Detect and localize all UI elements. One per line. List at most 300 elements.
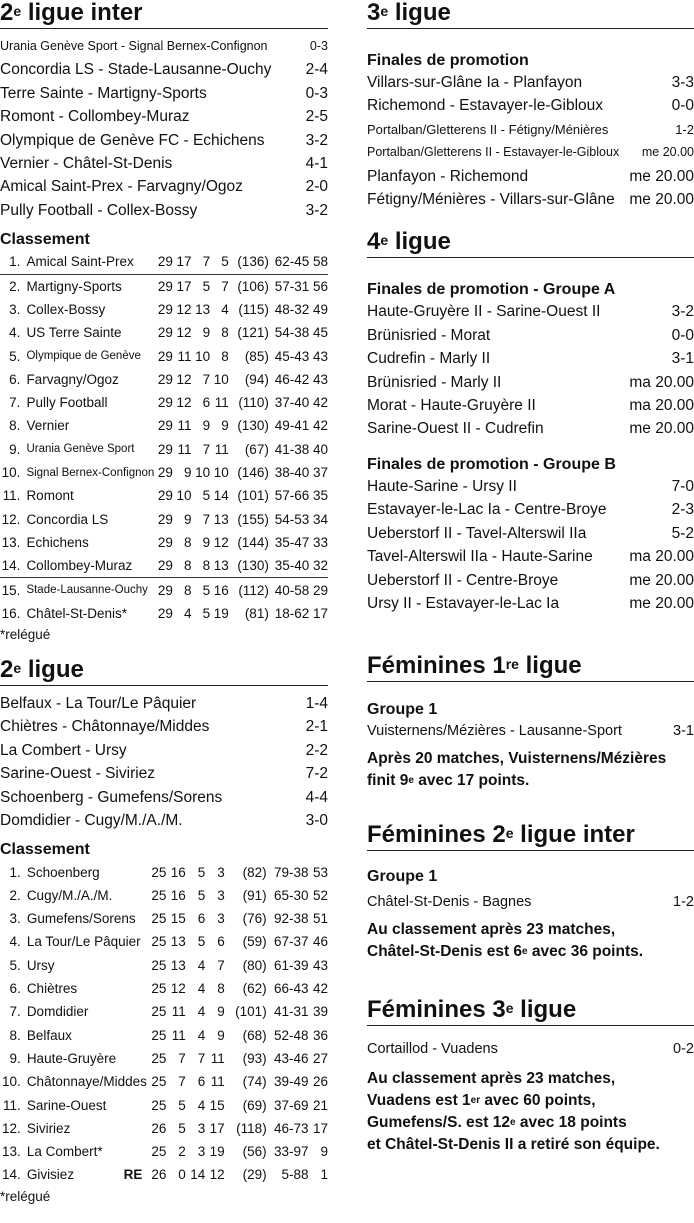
fair-play-cell: (101) (237, 488, 269, 504)
classement-label: Classement (0, 841, 90, 859)
fair-play-cell: (67) (244, 441, 269, 457)
goals-cell: 62-45 (269, 250, 309, 274)
wins-cell: 5 (178, 1120, 186, 1136)
goals-cell: 54-38 (274, 325, 310, 341)
played-cell: 29 (157, 418, 173, 434)
section-title-3e-ligue: 3e ligue (367, 0, 694, 29)
draws-cell: 4 (197, 1004, 206, 1020)
draws-cell: 8 (192, 554, 211, 578)
table-row (0, 554, 328, 578)
match-score: 4-4 (305, 788, 328, 806)
played-cell: 25 (151, 1074, 167, 1090)
result-row (0, 175, 328, 198)
wins-cell: 10 (176, 488, 192, 504)
fair-play-cell: (81) (244, 605, 269, 621)
result-row (367, 300, 694, 323)
table-row (0, 1000, 328, 1023)
played-cell: 29 (157, 325, 173, 341)
draws-cell: 7 (202, 371, 211, 387)
subsection-title: Groupe 1 (367, 867, 438, 885)
played-cell: 25 (151, 887, 167, 903)
played-cell: 25 (151, 864, 167, 880)
played-cell: 29 (154, 250, 173, 274)
result-row (367, 592, 694, 615)
rank-cell: 7. (9, 1004, 21, 1020)
played-cell: 29 (157, 278, 173, 294)
goals-cell: 54-53 (274, 511, 310, 527)
table-row (0, 484, 328, 507)
match-score: 3-1 (671, 350, 694, 368)
draws-cell: 6 (202, 395, 211, 411)
draws-cell: 13 (195, 301, 211, 317)
draws-cell: 10 (195, 348, 211, 364)
match-score: me 20.00 (629, 191, 694, 209)
draws-cell: 4 (197, 957, 206, 973)
match-score: me 20.00 (629, 571, 694, 589)
fair-play-cell: (93) (242, 1050, 267, 1066)
team-cell: Siviriez (26, 1120, 71, 1136)
goals-cell: 79-38 (273, 864, 309, 880)
points-cell: 43 (312, 348, 328, 364)
points-cell: 37 (312, 465, 328, 481)
subsection-title: Groupe 1 (367, 701, 438, 719)
draws-cell: 7 (197, 1050, 206, 1066)
rank-cell: 2. (9, 278, 21, 294)
played-cell: 25 (151, 934, 167, 950)
wins-cell: 11 (171, 1027, 186, 1043)
rank-cell: 13. (1, 534, 21, 550)
points-cell: 34 (312, 511, 328, 527)
team-cell: Domdidier (26, 1004, 89, 1020)
team-cell: Farvagny/Ogoz (26, 371, 119, 387)
match-teams: Sarine-Ouest II - Cudrefin (367, 420, 544, 438)
goals-cell: 18-62 (274, 605, 310, 621)
team-cell: Sarine-Ouest (26, 1097, 107, 1113)
result-row (0, 152, 328, 175)
wins-cell: 7 (178, 1074, 186, 1090)
rank-cell: 8. (9, 418, 21, 434)
fair-play-cell: (56) (242, 1144, 267, 1160)
points-cell: 46 (312, 934, 328, 950)
draws-cell: 5 (202, 582, 211, 598)
team-cell: Givisiez (26, 1167, 75, 1183)
table-row (0, 344, 328, 367)
table-row (0, 977, 328, 1000)
standings-table (0, 860, 328, 1186)
table-row (0, 1070, 328, 1093)
losses-cell: 6 (217, 934, 225, 950)
losses-cell: 11 (210, 1050, 225, 1066)
match-score: 3-0 (305, 812, 328, 830)
table-row (0, 298, 328, 321)
wins-cell: 12 (176, 301, 192, 317)
result-row (367, 165, 694, 188)
losses-cell: 3 (217, 887, 225, 903)
points-cell: 26 (312, 1074, 328, 1090)
points-cell: 32 (309, 554, 328, 578)
rank-cell: 12. (2, 1120, 21, 1136)
team-cell: Gumefens/Sorens (26, 911, 136, 927)
match-teams: Haute-Sarine - Ursy II (367, 477, 517, 495)
match-teams: Schoenberg - Gumefens/Sorens (0, 788, 223, 806)
match-score: me 20.00 (629, 420, 694, 438)
fair-play-cell: (91) (242, 887, 267, 903)
match-score: ma 20.00 (629, 373, 694, 391)
team-cell: La Tour/Le Pâquier (26, 934, 141, 950)
fair-play-cell: (68) (242, 1027, 267, 1043)
points-cell: 36 (312, 1027, 328, 1043)
goals-cell: 46-73 (273, 1120, 309, 1136)
results-list (367, 300, 694, 440)
draws-cell: 4 (197, 981, 206, 997)
goals-cell: 67-37 (273, 934, 309, 950)
goals-cell: 45-43 (274, 348, 310, 364)
points-cell: 52 (312, 887, 328, 903)
team-cell: Collombey-Muraz (20, 554, 154, 578)
table-row (0, 438, 328, 461)
goals-cell: 43-46 (273, 1050, 309, 1066)
table-row (0, 907, 328, 930)
match-teams: Portalban/Gletterens II - Estavayer-le-Gibloux (367, 145, 620, 160)
points-cell: 39 (312, 1004, 328, 1020)
goals-cell: 38-40 (274, 465, 310, 481)
played-cell: 25 (151, 1144, 167, 1160)
draws-cell: 9 (202, 534, 211, 550)
team-cell: Schoenberg (26, 864, 100, 880)
wins-cell: 17 (176, 278, 192, 294)
match-score: 2-0 (305, 178, 328, 196)
result-row (0, 105, 328, 128)
wins-cell: 11 (177, 418, 192, 434)
fair-play-cell: (118) (236, 1120, 267, 1136)
table-row (0, 250, 328, 274)
fair-play-cell: (82) (242, 864, 267, 880)
table-row (0, 391, 328, 414)
match-score: 0-0 (671, 97, 694, 115)
rank-cell: 6. (9, 981, 21, 997)
rank-cell: 8. (9, 1027, 21, 1043)
goals-cell: 92-38 (273, 911, 309, 927)
rank-cell: 4. (9, 325, 21, 341)
goals-cell: 57-66 (274, 488, 310, 504)
wins-cell: 11 (177, 348, 192, 364)
wins-cell: 13 (170, 957, 186, 973)
match-score: 7-0 (671, 477, 694, 495)
fair-play-cell: (115) (238, 301, 269, 317)
points-cell: 43 (312, 957, 328, 973)
points-cell: 51 (312, 911, 328, 927)
rank-cell: 5. (9, 957, 21, 973)
rank-cell: 14. (0, 554, 20, 578)
note: Au classement après 23 matches, Vuadens est 1er avec 60 points, Gumefens/S. est 12e avec 18 points et Châtel-St-Denis II a retiré son équipe. (367, 1069, 660, 1153)
goals-cell: 66-43 (273, 981, 309, 997)
result-row (0, 82, 328, 105)
played-cell: 29 (157, 371, 173, 387)
fair-play-cell: (136) (229, 250, 269, 274)
result-row: Cortaillod - Vuadens 0-2 (367, 1040, 694, 1057)
re-mark: RE (123, 1167, 143, 1183)
match-score: 3-2 (671, 303, 694, 321)
wins-cell: 8 (173, 554, 192, 578)
rank-cell: 5. (9, 348, 21, 364)
wins-cell: 11 (177, 441, 192, 457)
match-score: 3-2 (305, 131, 328, 149)
points-cell: 17 (312, 605, 328, 621)
goals-cell: 52-48 (273, 1027, 309, 1043)
table-row (0, 1140, 328, 1163)
losses-cell: 5 (210, 250, 229, 274)
match-score: 7-2 (305, 765, 328, 783)
match-teams: La Combert - Ursy (0, 741, 127, 759)
table-row (0, 1047, 328, 1070)
match-score: 2-4 (305, 61, 328, 79)
wins-cell: 12 (176, 325, 192, 341)
results-list (367, 71, 694, 211)
fair-play-cell: (121) (237, 325, 269, 341)
fair-play-cell: (59) (242, 934, 267, 950)
right-column (367, 0, 694, 1156)
fair-play-cell: (144) (237, 534, 269, 550)
table-row (0, 884, 328, 907)
losses-cell: 13 (213, 511, 229, 527)
goals-cell: 35-40 (269, 554, 309, 578)
goals-cell: 41-31 (273, 1004, 309, 1020)
team-cell: Belfaux (26, 1027, 72, 1043)
subsection-title: Finales de promotion (367, 52, 529, 69)
goals-cell: 37-40 (274, 395, 310, 411)
rank-cell: 1. (0, 250, 20, 274)
table-row (0, 1024, 328, 1047)
played-cell: 25 (151, 957, 167, 973)
rank-cell: 11. (2, 488, 21, 504)
section-title-4e-ligue: 4e ligue (367, 229, 694, 258)
note: Après 20 matches, Vuisternens/Mézières finit 9e avec 17 points. (367, 749, 667, 789)
footnote: *relégué (0, 627, 51, 642)
match-teams: Vernier - Châtel-St-Denis (0, 155, 173, 173)
match-teams: Planfayon - Richemond (367, 167, 529, 185)
losses-cell: 9 (217, 1027, 225, 1043)
match-score: 1-2 (675, 121, 694, 137)
played-cell: 26 (151, 1120, 167, 1136)
match-teams: Amical Saint-Prex - Farvagny/Ogoz (0, 178, 243, 196)
match-teams: Villars-sur-Glâne Ia - Planfayon (367, 74, 583, 91)
draws-cell: 9 (202, 418, 211, 434)
result-row (367, 94, 694, 117)
goals-cell: 35-47 (274, 534, 310, 550)
match-score: 4-1 (305, 155, 328, 173)
result-row (0, 809, 328, 832)
draws-cell: 3 (197, 1120, 206, 1136)
rank-cell: 4. (9, 934, 21, 950)
draws-cell: 5 (197, 864, 206, 880)
result-row (367, 371, 694, 394)
match-teams: Sarine-Ouest - Siviriez (0, 765, 156, 783)
match-score: 2-3 (671, 501, 694, 519)
match-teams: Fétigny/Ménières - Villars-sur-Glâne (367, 191, 615, 209)
points-cell: 33 (312, 534, 328, 550)
played-cell: 29 (157, 301, 173, 317)
fair-play-cell: (112) (238, 582, 269, 598)
fair-play-cell: (130) (237, 418, 269, 434)
fair-play-cell: (62) (242, 981, 267, 997)
match-score: 2-1 (305, 718, 328, 736)
points-cell: 42 (312, 981, 328, 997)
wins-cell: 13 (170, 934, 186, 950)
losses-cell: 9 (217, 1004, 225, 1020)
draws-cell: 5 (197, 934, 206, 950)
draws-cell: 10 (195, 465, 211, 481)
match-teams: Urania Genève Sport - Signal Bernex-Confignon (0, 39, 268, 53)
result-row: Vuisternens/Mézières - Lausanne-Sport 3-1 (367, 723, 694, 740)
points-cell: 56 (312, 278, 328, 294)
losses-cell: 9 (221, 418, 229, 434)
results-list (0, 35, 328, 222)
points-cell: 21 (312, 1097, 328, 1113)
goals-cell: 48-32 (274, 301, 310, 317)
draws-cell: 14 (190, 1167, 206, 1183)
draws-cell: 5 (202, 488, 211, 504)
table-row (0, 578, 328, 602)
goals-cell: 65-30 (273, 887, 309, 903)
wins-cell: 12 (170, 981, 186, 997)
rank-cell: 1. (9, 864, 21, 880)
fair-play-cell: (80) (242, 957, 267, 973)
match-teams: Concordia LS - Stade-Lausanne-Ouchy (0, 61, 272, 79)
played-cell: 25 (151, 1027, 167, 1043)
match-score: 0-0 (671, 326, 694, 344)
played-cell: 29 (157, 511, 173, 527)
wins-cell: 8 (184, 582, 192, 598)
losses-cell: 8 (221, 325, 229, 341)
result-row (0, 692, 328, 715)
points-cell: 17 (312, 1120, 328, 1136)
wins-cell: 8 (184, 534, 192, 550)
result-row (367, 71, 694, 94)
goals-cell: 40-58 (274, 582, 310, 598)
rank-cell: 15. (1, 582, 21, 598)
table-row (0, 531, 328, 554)
table-row (0, 1117, 328, 1140)
fair-play-cell: (85) (244, 348, 269, 364)
team-cell: Haute-Gruyère (26, 1050, 117, 1066)
losses-cell: 17 (209, 1120, 225, 1136)
points-cell: 35 (312, 488, 328, 504)
results-list (0, 692, 328, 832)
losses-cell: 8 (221, 348, 229, 364)
result-row (367, 498, 694, 521)
losses-cell: 4 (221, 301, 229, 317)
team-cell: Ursy (26, 957, 55, 973)
result-row (0, 58, 328, 81)
match-teams: Brünisried - Marly II (367, 373, 502, 391)
losses-cell: 12 (209, 1167, 225, 1183)
draws-cell: 5 (197, 887, 206, 903)
table-row (0, 1163, 328, 1186)
match-score: 0-3 (309, 39, 328, 53)
section-title-feminines-2e-ligue-inter: Féminines 2e ligue inter (367, 822, 694, 851)
table-row (0, 1093, 328, 1116)
fair-play-cell: (130) (229, 554, 269, 578)
points-cell: 42 (312, 395, 328, 411)
rank-cell: 11. (3, 1097, 21, 1113)
rank-cell: 3. (9, 911, 21, 927)
draws-cell: 7 (202, 511, 211, 527)
match-teams: Olympique de Genève FC - Echichens (0, 131, 265, 149)
match-score: 2-2 (305, 741, 328, 759)
match-score: me 20.00 (641, 145, 694, 160)
result-row (367, 347, 694, 370)
played-cell: 29 (157, 605, 173, 621)
rank-cell: 14. (2, 1167, 21, 1183)
team-cell: Martigny-Sports (26, 278, 122, 294)
losses-cell: 16 (213, 582, 229, 598)
match-teams: Estavayer-le-Lac Ia - Centre-Broye (367, 501, 607, 519)
match-score: 5-2 (671, 524, 694, 542)
rank-cell: 13. (2, 1144, 21, 1160)
wins-cell: 16 (170, 864, 186, 880)
result-row (0, 199, 328, 222)
played-cell: 25 (151, 911, 167, 927)
goals-cell: 61-39 (273, 957, 309, 973)
fair-play-cell: (106) (237, 278, 269, 294)
team-cell: Echichens (26, 534, 89, 550)
played-cell: 25 (151, 1004, 167, 1020)
rank-cell: 2. (9, 887, 21, 903)
points-cell: 9 (320, 1144, 328, 1160)
team-cell: Châtel-St-Denis* (26, 605, 127, 621)
fair-play-cell: (74) (242, 1074, 267, 1090)
draws-cell: 7 (192, 250, 211, 274)
rank-cell: 16. (1, 605, 21, 621)
wins-cell: 5 (178, 1097, 186, 1113)
result-row (367, 394, 694, 417)
result-row (367, 141, 694, 164)
played-cell: 29 (157, 534, 173, 550)
played-cell: 25 (151, 981, 167, 997)
table-row (0, 274, 328, 298)
team-cell: Romont (26, 488, 74, 504)
match-teams: Cudrefin - Marly II (367, 350, 491, 368)
points-cell: 27 (312, 1050, 328, 1066)
match-score: 3-2 (305, 201, 328, 219)
fair-play-cell: (76) (242, 911, 267, 927)
wins-cell: 9 (184, 465, 192, 481)
match-teams: Romont - Collombey-Muraz (0, 108, 190, 126)
draws-cell: 9 (202, 325, 211, 341)
subsection-title: Finales de promotion - Groupe B (367, 455, 616, 473)
match-teams: Ursy II - Estavayer-le-Lac Ia (367, 594, 560, 612)
played-cell: 26 RE (123, 1167, 167, 1183)
team-cell: Cugy/M./A./M. (26, 887, 113, 903)
team-cell: Urania Genève Sport (26, 443, 135, 456)
result-row (0, 35, 328, 58)
team-cell: Signal Bernex-Confignon (26, 466, 155, 479)
match-score: me 20.00 (629, 594, 694, 612)
fair-play-cell: (110) (238, 395, 269, 411)
wins-cell: 17 (173, 250, 192, 274)
rank-cell: 10. (1, 465, 21, 481)
points-cell: 58 (309, 250, 328, 274)
wins-cell: 15 (170, 911, 186, 927)
fair-play-cell: (155) (237, 511, 269, 527)
match-teams: Portalban/Gletterens II - Fétigny/Ménières (367, 121, 609, 137)
rank-cell: 3. (9, 301, 21, 317)
played-cell: 25 (151, 1050, 167, 1066)
losses-cell: 19 (209, 1144, 225, 1160)
table-row (0, 954, 328, 977)
table-row (0, 461, 328, 484)
goals-cell: 41-38 (274, 441, 310, 457)
